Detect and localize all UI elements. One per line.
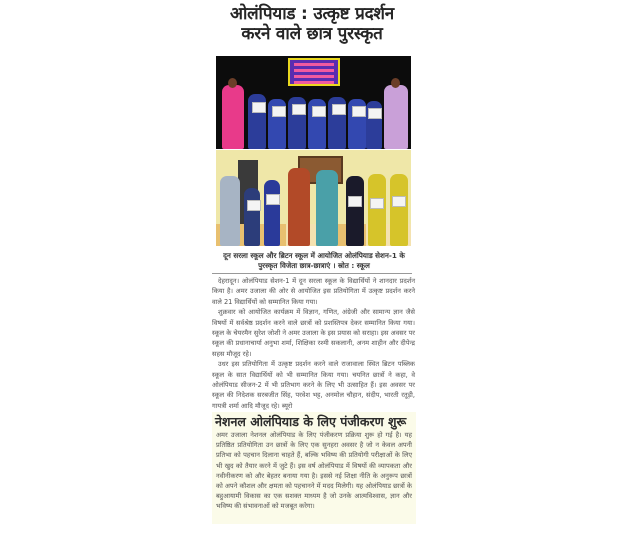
person-head xyxy=(228,78,237,88)
photo-winners-hall xyxy=(216,150,411,246)
box-text: अमर उजाला नेशनल ओलंपियाड के लिए पंजीकरण प्रक्रिया शुरू हो गई है। यह प्रतिष्ठित प्रतियोगिता उन छात्रों के लिए एक सुनहरा अवसर है जो न केवल अपनी प्रतिभा को पहचान दिलाना चाहते हैं, बल्कि भविष्य की प्रतियोगी परीक्षाओं के लिए भी खुद को तैयार करने में जुटे हैं। इस वर्ष ओलंपियाड में विषयों की व्यापकता और नवीनीकरण को और बेहतर बनाया गया है। इससे नई शिक्षा नीति के अनुरूप छात्रों को अपने कौशल और क्षमता को पहचानने में मदद मिलेगी। यह ओलंपियाड छात्रों के बहुआयामी विकास का एक सशक्त माध्यम है जो उनके आत्मविश्वास, ज्ञान और भविष्य की संभावनाओं को मजबूत करेगा। xyxy=(216,431,412,511)
certificate xyxy=(252,102,266,113)
divider xyxy=(212,273,412,274)
person-figure xyxy=(264,180,280,246)
certificate xyxy=(392,196,406,207)
person-figure xyxy=(368,174,386,246)
person-head xyxy=(391,78,400,88)
headline-line-1: ओलंपियाड : उत्कृष्ट प्रदर्शन xyxy=(229,4,395,24)
certificate xyxy=(352,106,366,117)
person-figure xyxy=(288,168,310,246)
headline-line-2: करने वाले छात्र पुरस्कृत xyxy=(241,24,383,44)
paragraph: शुक्रवार को आयोजित कार्यक्रम में विज्ञान, गणित, अंग्रेजी और सामान्य ज्ञान जैसे विषयों में सर्वश्रेष्ठ प्रदर्शन करने वाले छात्रों को प्रशस्तिपत्र देकर सम्मानित किया गया। स्कूल के चेयरमैन सुरेश जोशी ने अमर उजाला के इस प्रयास को सराहा। इस अवसर पर स्कूल की प्रधानाचार्या अनुभा शर्मा, शिक्षिका रश्मी सकलानी, अनम शाहीन और दीपेन्द्र सहस मौजूद रहे। xyxy=(212,308,415,358)
photo-caption xyxy=(212,251,416,271)
paragraph: उधर इस प्रतियोगिता में उत्कृष्ट प्रदर्शन करने वाले राजावाला स्थित ब्रिटन पब्लिक स्कूल के सात विद्यार्थियों को भी सम्मानित किया गया। चयनित छात्रों ने कहा, वे ओलंपियाड सीजन-2 में भी प्रतिभाग करने के लिए भी उत्साहित हैं। इस अवसर पर स्कूल की निदेशक सरबजीत सिंह, परवेश भट्ट, अनमोल चौहान, संदीप, भारती रतूड़ी, गायत्री शर्मा आदि मौजूद रहे। ब्यूरो xyxy=(212,360,415,410)
caption-line-2: पुरस्कृत विजेता छात्र-छात्राएं । स्रोत : स्कूल xyxy=(258,261,370,270)
box-title: नेशनल ओलंपियाड के लिए पंजीकरण शुरू xyxy=(215,414,407,429)
photo-students-stage xyxy=(216,56,411,149)
article-body xyxy=(212,276,415,411)
person-figure xyxy=(222,85,244,149)
certificate xyxy=(332,104,346,115)
caption-line-1: दून सरला स्कूल और ब्रिटन स्कूल में आयोजित ओलंपियाड सेशन-1 के xyxy=(223,251,405,260)
newspaper-clipping xyxy=(206,0,418,530)
certificate xyxy=(370,198,384,209)
person-figure xyxy=(384,85,408,149)
certificate xyxy=(272,106,286,117)
certificate xyxy=(312,106,326,117)
headline xyxy=(206,4,418,44)
paragraph: देहरादून। ओलंपियाड सेशन-1 में दून सरला स्कूल के विद्यार्थियों ने शानदार प्रदर्शन किया है। अमर उजाला की ओर से आयोजित इस प्रतियोगिता में उत्कृष्ट प्रदर्शन करने वाले 21 विद्यार्थियों को सम्मानित किया गया। xyxy=(212,277,415,306)
person-figure xyxy=(244,188,260,246)
registration-box xyxy=(212,412,416,524)
certificate xyxy=(247,200,261,211)
person-figure xyxy=(390,174,408,246)
certificate xyxy=(368,108,382,119)
certificate xyxy=(348,196,362,207)
stage-banner xyxy=(288,58,340,86)
person-figure xyxy=(220,176,240,246)
certificate xyxy=(292,104,306,115)
person-figure xyxy=(346,176,364,246)
person-figure xyxy=(316,170,338,246)
certificate xyxy=(266,194,280,205)
